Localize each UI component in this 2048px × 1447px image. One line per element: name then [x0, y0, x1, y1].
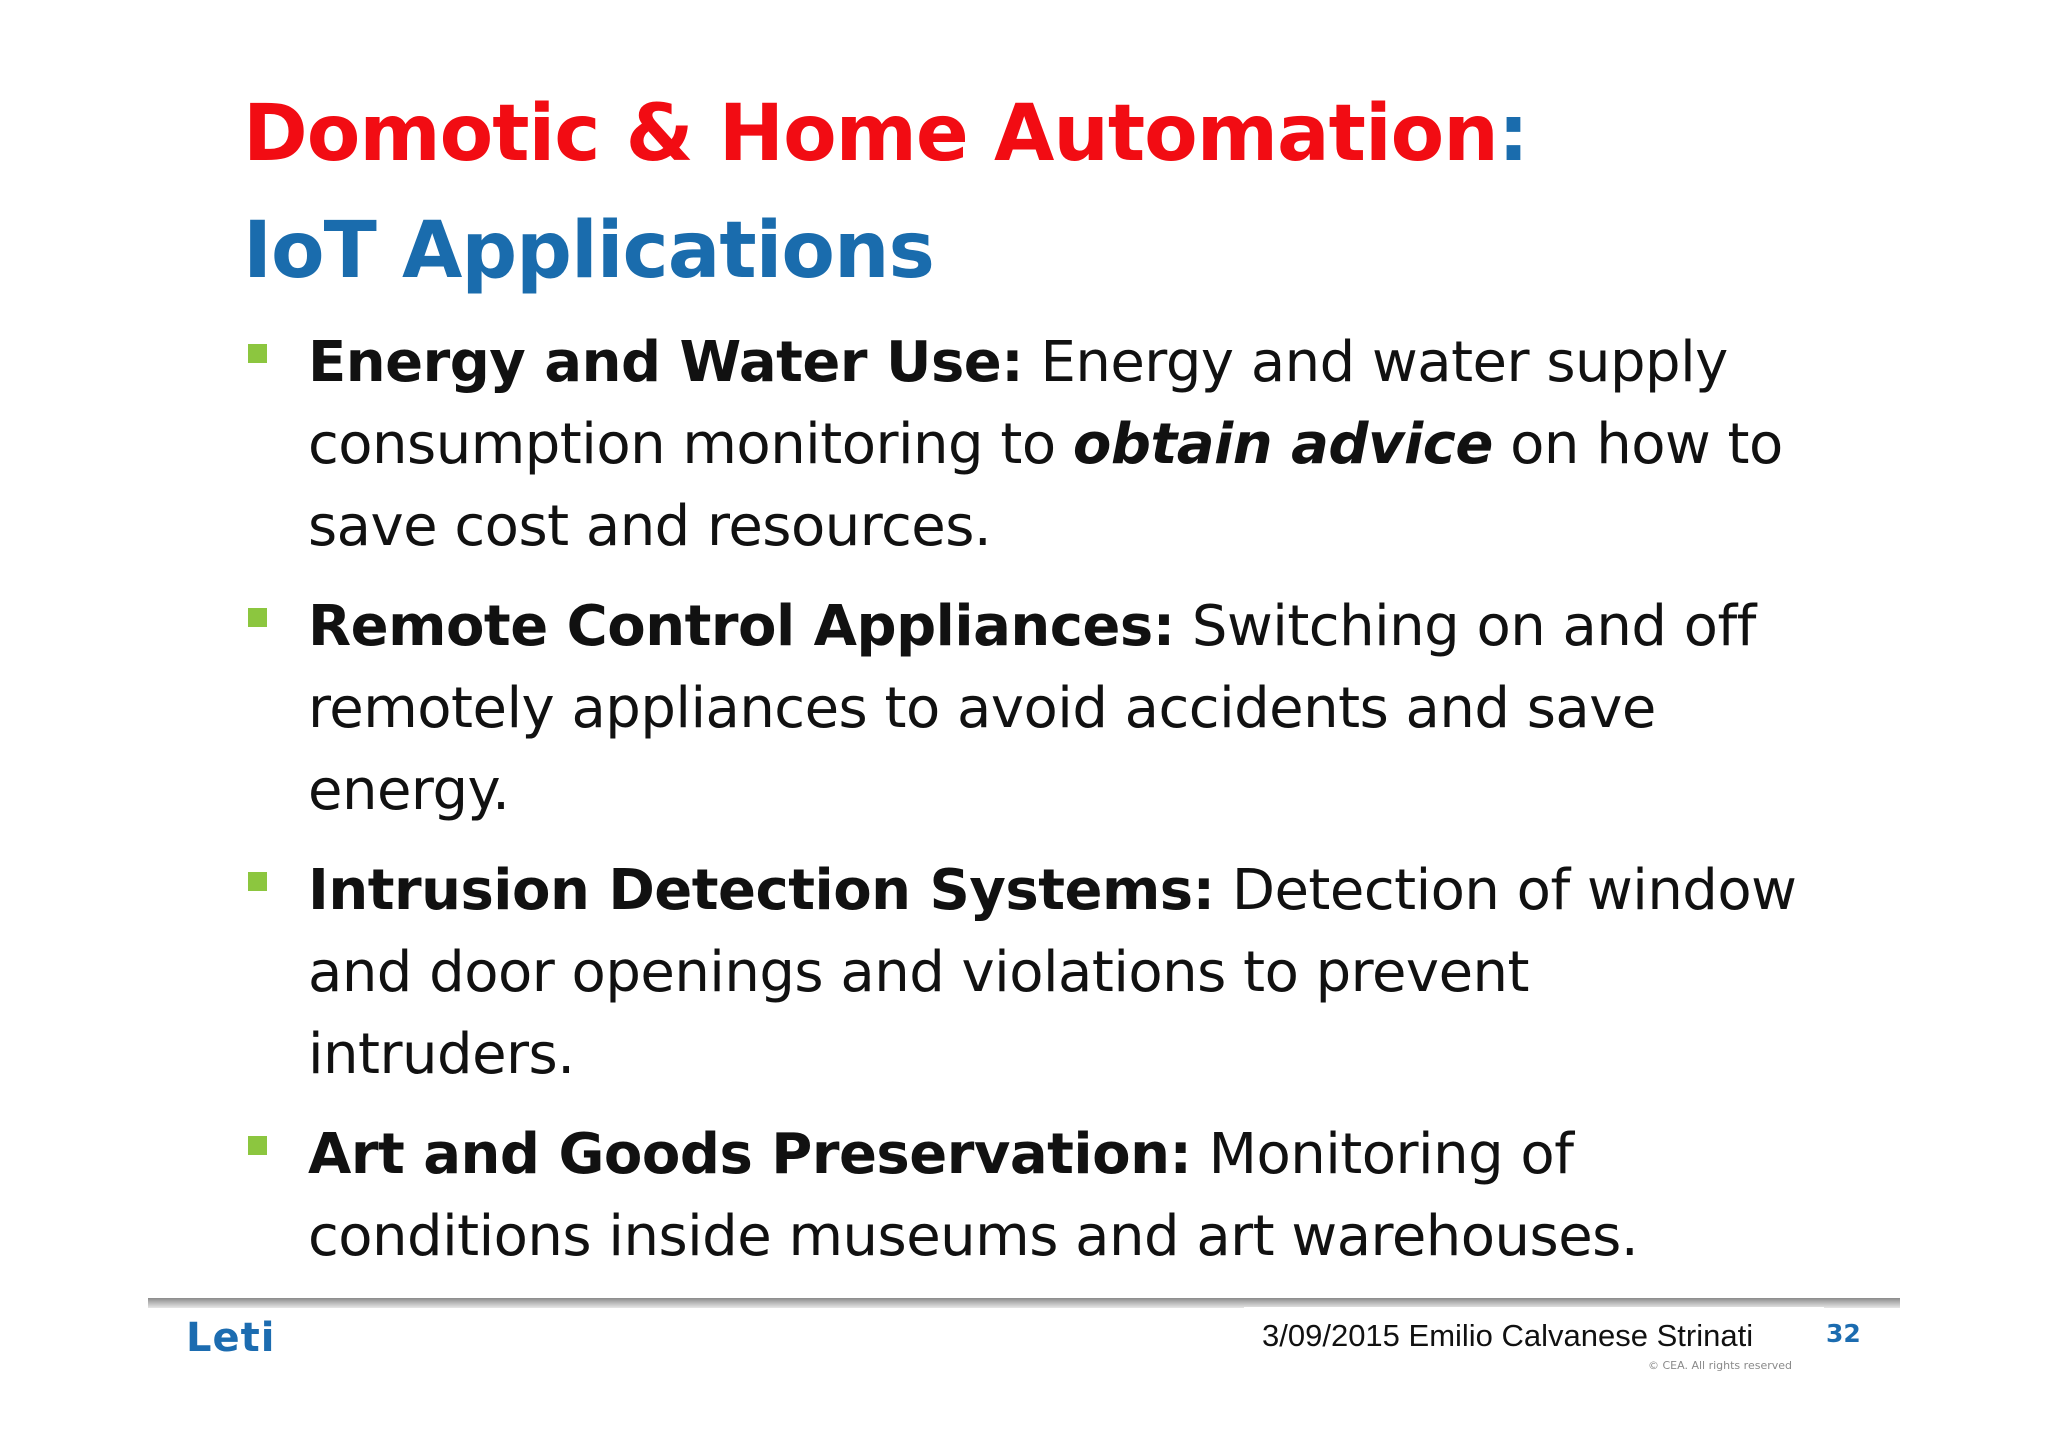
page-number: 32 [1826, 1319, 1861, 1348]
square-bullet-icon [248, 608, 267, 627]
bullet-term: Art and Goods Preservation: [308, 1122, 1192, 1187]
bullet-text: Detection of window and door openings and violations to prevent intruders. [308, 858, 1797, 1087]
bullet-emphasis: obtain advice [1072, 412, 1493, 477]
title-line-2: IoT Applications [243, 206, 934, 296]
bullet-text: Energy and water supply consumption monitoring to [308, 330, 1728, 477]
bullet-text: on how to save cost and resources. [308, 412, 1783, 559]
bullet-list [245, 322, 1805, 1296]
square-bullet-icon [248, 1136, 267, 1155]
bullet-text: Monitoring of conditions inside museums and art warehouses. [308, 1122, 1639, 1269]
bullet-term: Remote Control Appliances: [308, 594, 1175, 659]
slide-title [243, 76, 1528, 310]
title-main: Domotic & Home Automation [243, 89, 1498, 179]
bullet-text: Switching on and off remotely appliances to avoid accidents and save energy. [308, 594, 1756, 823]
square-bullet-icon [248, 872, 267, 891]
bullet-item-energy-water [245, 322, 1805, 568]
bullet-term: Energy and Water Use: [308, 330, 1024, 395]
copyright-notice: © CEA. All rights reserved [1648, 1359, 1792, 1372]
bullet-term: Intrusion Detection Systems: [308, 858, 1215, 923]
footer-date-author: 3/09/2015 Emilio Calvanese Strinati [1262, 1318, 1754, 1353]
bullet-item-intrusion-detection [245, 850, 1805, 1096]
leti-logo: Leti [186, 1315, 276, 1361]
title-line-1 [243, 76, 1528, 193]
bullet-item-remote-control [245, 586, 1805, 832]
title-colon: : [1497, 89, 1529, 179]
bullet-item-art-preservation [245, 1114, 1805, 1278]
square-bullet-icon [248, 344, 267, 363]
